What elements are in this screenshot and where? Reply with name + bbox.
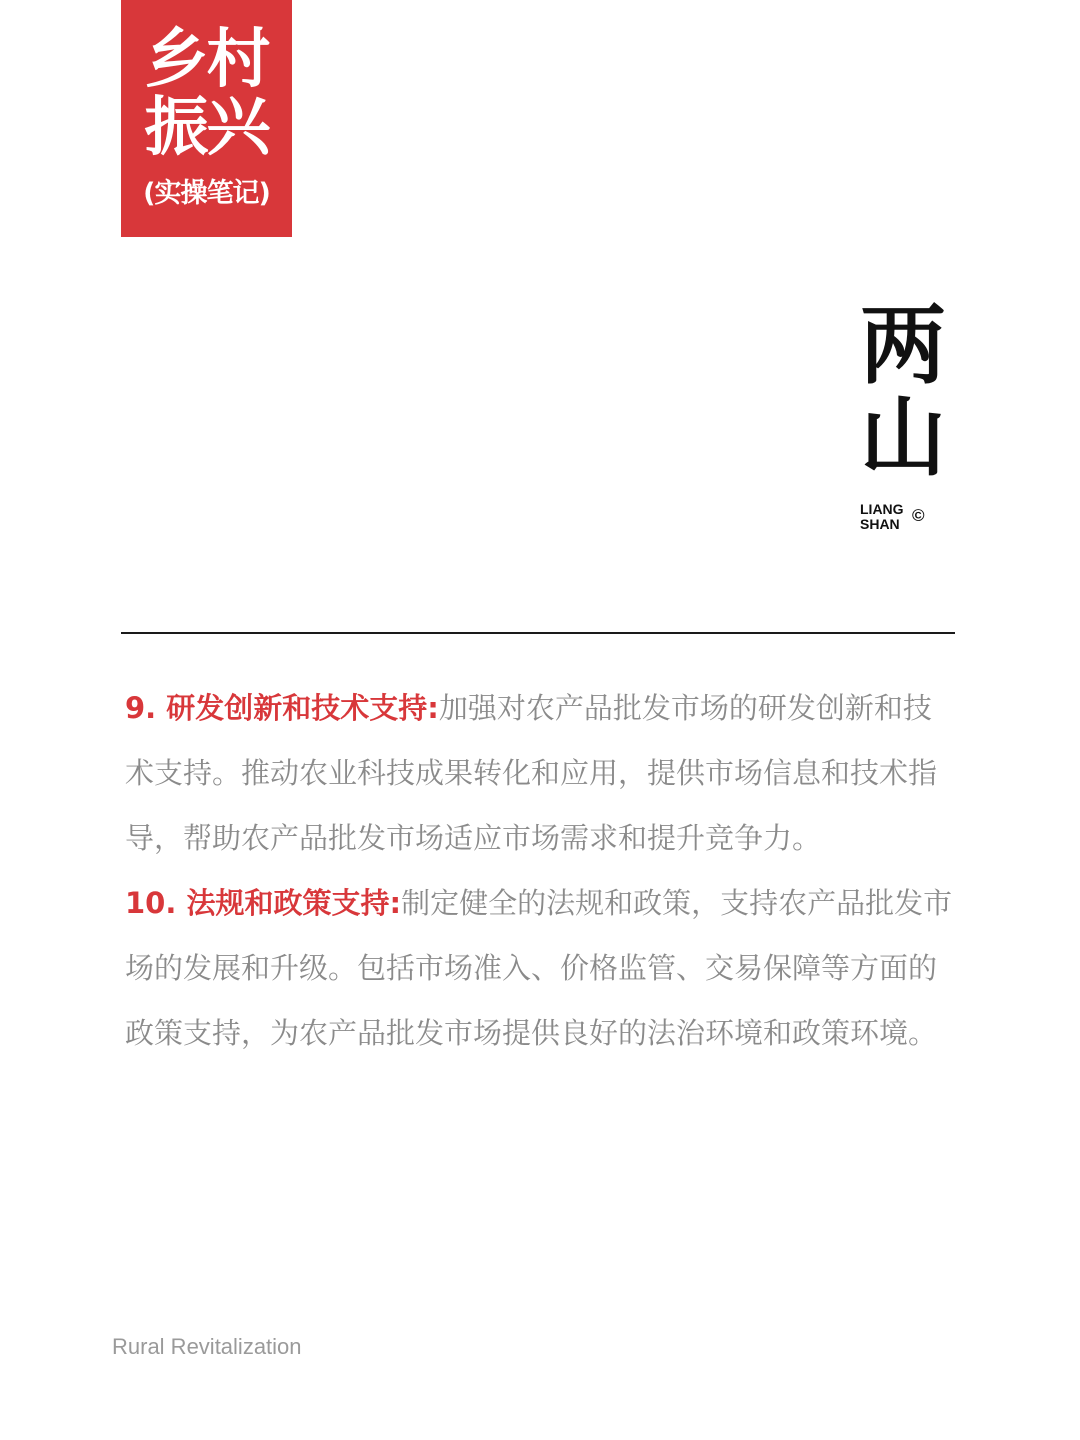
section-item <box>125 676 955 871</box>
badge-title-line1: 乡村 <box>144 23 269 97</box>
section-divider <box>121 632 955 634</box>
copyright-icon: © <box>912 506 925 525</box>
brand-logo <box>860 296 960 532</box>
brand-logo-en-line1: LIANG <box>860 501 904 517</box>
brand-logo-char1: 两 <box>860 296 946 396</box>
section-item <box>125 871 955 1066</box>
section-body: 制定健全的法规和政策，支持农产品批发市场的发展和升级。包括市场准入、价格监管、交易保障等方面的政策支持，为农产品批发市场提供良好的法治环境和政策环境。 <box>125 886 953 1050</box>
brand-logo-english <box>860 502 960 532</box>
section-heading: 9. 研发创新和技术支持: <box>125 691 439 725</box>
footer-caption: Rural Revitalization <box>112 1334 302 1359</box>
article-content <box>125 676 955 1066</box>
brand-logo-char2: 山 <box>860 388 946 488</box>
badge-subtitle: (实操笔记) <box>143 178 270 209</box>
section-heading: 10. 法规和政策支持: <box>125 886 402 920</box>
section-body: 加强对农产品批发市场的研发创新和技术支持。推动农业科技成果转化和应用，提供市场信息和技术指导，帮助农产品批发市场适应市场需求和提升竞争力。 <box>125 691 938 855</box>
title-badge <box>121 0 292 237</box>
brand-logo-en-line2: SHAN <box>860 516 900 532</box>
badge-title-line2: 振兴 <box>144 91 269 165</box>
